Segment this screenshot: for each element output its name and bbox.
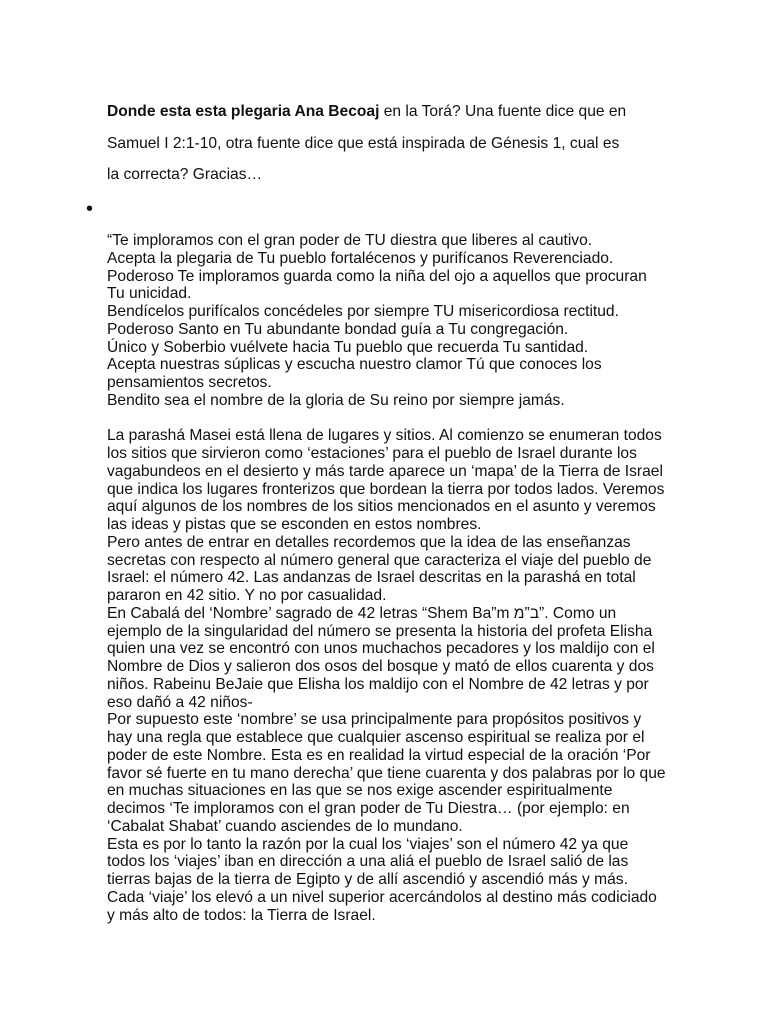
article-body (107, 232, 667, 924)
prayer-line: Acepta la plegaria de Tu pueblo fortalécenos y purifícanos Reverenciado. (107, 249, 614, 267)
paragraph-gap (107, 410, 667, 428)
prayer-line: Poderoso Santo en Tu abundante bondad guía a Tu congregación. (107, 320, 569, 338)
question-text (107, 96, 627, 191)
question-rest: en la Torá? Una fuente dice que en Samuel I 2:1-10, otra fuente dice que está inspirada de Génesis 1, cual es la correcta? Gracias… (107, 103, 627, 183)
paragraph: Por supuesto este ‘nombre’ se usa principalmente para propósitos positivos y hay una regla que establece que cualquier ascenso espiritual se realiza por el poder de este Nombre. Esta es en realidad la virtud especial de la oración ‘Por favor sé fuerte en tu mano derecha’ que tiene cuarenta y dos palabras por lo que en muchas situaciones en las que se nos exige ascender espiritualmente decimos ‘Te imploramos con el gran poder de Tu Diestra… (por ejemplo: en ‘Cabalat Shabat’ cuando asciendes de lo mundano. (107, 711, 666, 835)
paragraph: Pero antes de entrar en detalles recordemos que la idea de las enseñanzas secretas con respecto al número general que caracteriza el viaje del pueblo de Israel: el número 42. Las andanzas de Israel descritas en la parashá en total pararon en 42 sitio. Y no por casualidad. (107, 533, 652, 604)
prayer-line: Bendícelos purifícalos concédeles por siempre TU misericordiosa rectitud. (107, 303, 619, 320)
question-bold: Donde esta esta plegaria Ana Becoaj (107, 103, 380, 120)
prayer-line: “Te imploramos con el gran poder de TU diestra que liberes al cautivo. (107, 232, 593, 249)
paragraph: Esta es por lo tanto la razón por la cual los ‘viajes’ son el número 42 ya que todos los ‘viajes’ iban en dirección a una aliá el pueblo de Israel salió de las tierras bajas de la tierra de Egipto y de allí ascendió y ascendió más y más. Cada ‘viaje’ los elevó a un nivel superior acercándolos al destino más codiciado y más alto de todos: la Tierra de Israel. (107, 835, 657, 924)
prayer-line: Bendito sea el nombre de la gloria de Su reino por siempre jamás. (107, 391, 565, 409)
prayer-line: Acepta nuestras súplicas y escucha nuestro clamor Tú que conoces los pensamientos secretos. (107, 356, 602, 391)
bullet-marker: • (86, 198, 94, 220)
paragraph: La parashá Masei está llena de lugares y sitios. Al comienzo se enumeran todos los sitios que sirvieron como ‘estaciones’ para el pueblo de Israel durante los vagabundeos en el desierto y más tarde aparece un ‘mapa’ de la Tierra de Israel que indica los lugares fronterizos que bordean la tierra por todos lados. Veremos aquí algunos de los nombres de los sitios mencionados en el asunto y veremos las ideas y pistas que se esconden en estos nombres. (107, 427, 665, 533)
prayer-line: Único y Soberbio vuélvete hacia Tu pueblo que recuerda Tu santidad. (107, 338, 589, 356)
prayer-line: Poderoso Te imploramos guarda como la niña del ojo a aquellos que procuran Tu unicidad. (107, 267, 647, 303)
paragraph: En Cabalá del ‘Nombre’ sagrado de 42 letras “Shem Ba”m ב”מ”. Como un ejemplo de la singularidad del número se presenta la historia del profeta Elisha quien una vez se encontró con unos muchachos pecadores y los maldijo con el Nombre de Dios y salieron dos osos del bosque y mató de ellos cuarenta y dos niños. Rabeinu BeJaie que Elisha los maldijo con el Nombre de 42 letras y por eso dañó a 42 niños- (107, 604, 655, 711)
